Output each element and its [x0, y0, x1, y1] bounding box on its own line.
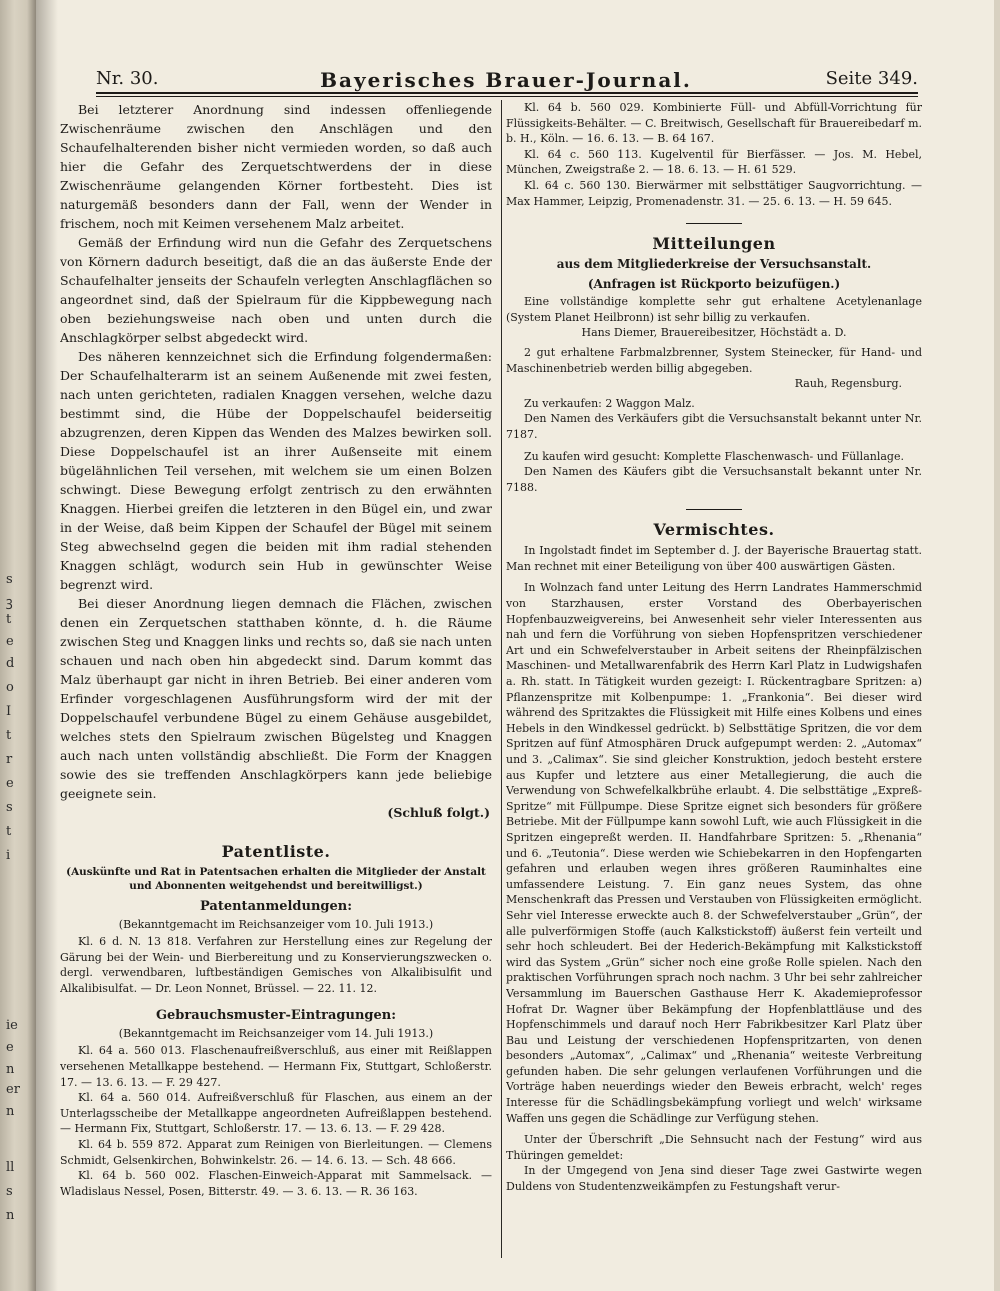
classified-ad: Eine vollständige komplette sehr gut erhaltene Acetylenanlage (System Planet Heilbronn) ist sehr billig zu verkaufen.	[506, 295, 922, 324]
patent-entry: Kl. 64 c. 560 130. Bierwärmer mit selbsttätiger Saugvorrichtung. — Max Hammer, Leipzig, Promenadenstr. 31. — 25. 6. 13. — H. 59 645.	[506, 178, 922, 208]
body-paragraph: Bei letzterer Anordnung sind indessen offenliegende Zwischenräume zwischen den Anschlägen und den Schaufelhalterenden bisher nicht vermieden worden, so daß auch hier die Gefahr des Zerquetschtwerdens der in diese Zwischenräume gelangenden Körner fortbesteht. Dies ist naturgemäß besonders dann der Fall, wenn der Wender in frischem, noch mit Keimen versehenem Malz arbeitet.	[60, 102, 492, 231]
ad-signature: Rauh, Regensburg.	[794, 377, 902, 391]
publication-date-note: (Bekanntgemacht im Reichsanzeiger vom 14. Juli 1913.)	[118, 1027, 434, 1041]
body-paragraph: Gemäß der Erfindung wird nun die Gefahr des Zerquetschens von Körnern dadurch beseitigt, daß die an das äußerste Ende der Schaufelhalter jenseits der Schaufeln verlegten Anschlagflächen so angeordnet sind, daß der Spielraum für die Kippbewegung nach oben beziehungsweise nach oben und unten durch die Anschlagkörper selbst abgedeckt wird.	[60, 235, 492, 345]
binding-char: s	[6, 1184, 13, 1199]
left-column	[60, 100, 492, 1270]
column-divider	[501, 100, 502, 1258]
binding-char: o	[6, 680, 14, 695]
page-edge	[994, 0, 1000, 1291]
classified-ad-note: Den Namen des Käufers gibt die Versuchsanstalt bekannt unter Nr. 7188.	[506, 465, 922, 494]
news-paragraph: In Wolnzach fand unter Leitung des Herrn Landrates Hammerschmid von Starzhausen, erster Vorstand des Oberbayerischen Hopfenbauzweigvereins, bei Anwesenheit sehr vieler Interessenten aus nah und fern die Vorführung von sieben Hopfenspritzen verschiedener Art und ein Schwefelverstauber in Arbeit seitens der Rheinpfälzischen Maschinen- und Metallwarenfabrik des Herrn Karl Platz in Ludwigshafen a. Rh. statt. In Tätigkeit wurden gezeigt: I. Rückentragbare Spritzen: a) Pflanzenspritze mit Kolbenpumpe: 1. „Frankonia“. Bei dieser wird während des Spritzaktes die Flüssigkeit mit Hilfe eines Kolbens und eines Hebels in den Windkessel gedrückt. b) Selbsttätige Spritzen, die vor dem Spritzen auf fünf Atmosphären Druck aufgepumpt werden: 2. „Automax“ und 3. „Calimax“. Sie sind gleicher Konstruktion, jedoch besteht erstere aus Kupfer und letztere aus einer Metallegierung, die auch die Verwendung von Schwefelkalkbrühe erlaubt. 4. Die selbsttätige „Expreß-Spritze“ mit Füllpumpe. Diese Spritze eignet sich besonders für größere Betriebe. Mit der Füllpumpe kann sowohl Luft, wie auch Flüssigkeit in die Spritzen eingepreßt werden. II. Handfahrbare Spritzen: 5. „Rhenania“ und 6. „Teutonia“. Diese werden wie Schiebekarren in den Hopfengarten gefahren und erlauben wegen ihres größeren Rauminhaltes eine umfassendere Leistung. 7. Ein ganz neues System, das ohne Menschenkraft das Pressen und Verstauben von Flüssigkeiten ermöglicht. Sehr viel Interesse erweckte auch 8. der Schwefelverstauber „Grün“, der alle pulverförmigen Stoffe (auch Kalkstickstoff) äußerst fein verteilt und sehr hoch schleudert. Bei der Hederich-Bekämpfung mit Kalkstickstoff wird das System „Grün“ sicher noch eine große Rolle spielen. Nach den praktischen Vorführungen sprach noch nachm. 3 Uhr bei sehr zahlreicher Versammlung im Bauerschen Gasthause Herr K. Akademieprofessor Hofrat Dr. Wagner über Bekämpfung der Hopfenblattläuse und des Hopfenschimmels und darauf noch Herr Fabrikbesitzer Karl Platz über Bau und Leistung der verschiedenen Hopfenspritzarten, von denen besonders „Automax“, „Calimax“ und „Rhenania“ weiteste Verbreitung gefunden haben. Die sehr gelungen verlaufenen Vorführungen und die Vorträge haben neuerdings wieder den Beweis erbracht, welch' reges Interesse für die Schädlingsbekämpfung vorliegt und welch' wirksame Waffen uns gegen die Schädlinge zur Verfügung stehen.	[506, 581, 922, 1125]
binding-char: n	[6, 1062, 15, 1077]
header-rule-thin	[96, 96, 918, 97]
classified-ad: Zu kaufen wird gesucht: Komplette Flaschenwasch- und Füllanlage.	[524, 449, 904, 463]
body-paragraph: Bei dieser Anordnung liegen demnach die Flächen, zwischen denen ein Zerquetschen statthaben könnte, d. h. die Räume zwischen Steg und Knaggen links und rechts so, daß sie nach unten schauen und nach oben hin abgedeckt sind. Darum kommt das Malz überhaupt gar nicht in ihren Betrieb. Bei einer anderen vom Erfinder vorgeschlagenen Ausführungsform wird der mit der Doppelschaufel verbundene Bügel zu einem Gehäuse ausgebildet, welches stets den Spielraum zwischen Bügelsteg und Knaggen auch nach unten vollständig abschließt. Die Form der Knaggen sowie des sie treffenden Anschlagkörpers kann jede beliebige geeignete sein.	[60, 596, 492, 801]
page-number: Seite 349.	[825, 68, 918, 89]
patent-entry: Kl. 64 a. 560 013. Flaschenaufreißverschluß, aus einer mit Reißlappen versehenen Metallkappe bestehend. — Hermann Fix, Stuttgart, Schloßerstr. 17. — 13. 6. 13. — F. 29 427.	[60, 1044, 492, 1089]
binding-char: ꝫ	[6, 595, 13, 610]
section-note: (Anfragen ist Rückporto beizufügen.)	[587, 277, 841, 292]
section-subtitle: aus dem Mitgliederkreise der Versuchsanstalt.	[556, 257, 872, 272]
section-title-vermischtes: Vermischtes.	[653, 520, 775, 540]
news-paragraph: Unter der Überschrift „Die Sehnsucht nach der Festung“ wird aus Thüringen gemeldet:	[506, 1133, 922, 1162]
publication-date-note: (Bekanntgemacht im Reichsanzeiger vom 10. Juli 1913.)	[118, 918, 434, 931]
binding-char: ll	[6, 1160, 15, 1175]
classified-ad: Zu verkaufen: 2 Waggon Malz.	[524, 396, 695, 410]
subsection-title-anmeldungen: Patentanmeldungen:	[199, 899, 353, 914]
binding-char: n	[6, 1208, 15, 1223]
binding-char: e	[6, 634, 14, 649]
continued-note: (Schluß folgt.)	[387, 805, 490, 820]
patent-entry: Kl. 64 b. 560 029. Kombinierte Füll- und Abfüll-Vorrichtung für Flüssigkeits-Behälter. — C. Breitwisch, Gesellschaft für Brauereibedarf m. b. H., Köln. — 16. 6. 13. — B. 64 167.	[506, 101, 922, 146]
separator-rule	[686, 223, 742, 224]
binding-char: t	[6, 612, 12, 627]
section-title-mitteilungen: Mitteilungen	[652, 234, 776, 254]
binding-char: s	[6, 572, 13, 587]
binding-char: s	[6, 800, 13, 815]
right-column	[506, 100, 922, 1270]
patent-entry: Kl. 64 b. 559 872. Apparat zum Reinigen von Bierleitungen. — Clemens Schmidt, Gelsenkirchen, Bohwinkelstr. 26. — 14. 6. 13. — Sch. 48 666.	[60, 1137, 492, 1167]
binding-char: d	[6, 656, 15, 671]
ad-signature: Hans Diemer, Brauereibesitzer, Höchstädt a. D.	[581, 326, 847, 340]
binding-char: e	[6, 1040, 14, 1055]
binding-char: I	[6, 704, 12, 719]
journal-title: Bayerisches Brauer-Journal.	[320, 68, 692, 92]
news-paragraph: In Ingolstadt findet im September d. J. der Bayerische Brauertag statt. Man rechnet mit einer Beteiligung von über 400 auswärtigen Gästen.	[506, 544, 922, 573]
binding-strip	[0, 0, 36, 1291]
gutter-shadow	[36, 0, 58, 1291]
header-rule	[96, 92, 918, 94]
binding-char: i	[6, 848, 11, 863]
issue-number: Nr. 30.	[96, 68, 159, 89]
section-note: (Auskünfte und Rat in Patentsachen erhalten die Mitglieder der Anstalt und Abonnenten weitgehendst und bereitwilligst.)	[66, 866, 486, 892]
body-paragraph: Des näheren kennzeichnet sich die Erfindung folgendermaßen: Der Schaufelhalterarm ist an seinem Außenende mit zwei festen, nach unten gerichteten, radialen Knaggen versehen, welche dazu bestimmt sind, die Hübe der Doppelschaufel beiderseitig abzugrenzen, deren Kippen das Wenden des Malzes bewirken soll. Diese Doppelschaufel ist an ihrer Außenseite mit einem bügelähnlichen Teil versehen, mit welchem sie um einen Bolzen schwingt. Diese Bewegung erfolgt zentrisch zu den erwähnten Knaggen. Hierbei greifen die letzteren in den Bügel ein, und zwar in der Weise, daß beim Kippen der Schaufel der Bügel mit seinem Steg abwechselnd gegen die beiden mit ihm radial stehenden Knaggen schlägt, wodurch sein Hub in gewünschter Weise begrenzt wird.	[60, 349, 492, 592]
binding-char: e	[6, 776, 14, 791]
classified-ad-note: Den Namen des Verkäufers gibt die Versuchsanstalt bekannt unter Nr. 7187.	[506, 412, 922, 441]
patent-entry: Kl. 64 a. 560 014. Aufreißverschluß für Flaschen, aus einem an der Unterlagsscheibe der Metallkappe angeordneten Aufreißlappen bestehend. — Hermann Fix, Stuttgart, Schloßerstr. 17. — 13. 6. 13. — F. 29 428.	[60, 1091, 492, 1136]
running-header	[96, 64, 918, 94]
classified-ad: 2 gut erhaltene Farbmalzbrenner, System Steinecker, für Hand- und Maschinenbetrieb werden billig abgegeben.	[506, 345, 922, 375]
separator-rule	[686, 509, 742, 510]
binding-char: t	[6, 728, 12, 743]
binding-char: t	[6, 824, 12, 839]
binding-char: r	[6, 752, 13, 767]
patent-entry: Kl. 64 c. 560 113. Kugelventil für Bierfässer. — Jos. M. Hebel, München, Zweigstraße 2. — 18. 6. 13. — H. 61 529.	[506, 147, 922, 177]
patent-entry: Kl. 6 d. N. 13 818. Verfahren zur Herstellung eines zur Regelung der Gärung bei der Wein- und Bierbereitung und zu Konservierungszwecken o. dergl. verwendbaren, luftbeständigen Gemisches von Alkalibisulfit und Alkalibisulfat. — Dr. Leon Nonnet, Brüssel. — 22. 11. 12.	[60, 935, 492, 995]
news-paragraph: In der Umgegend von Jena sind dieser Tage zwei Gastwirte wegen Duldens von Studentenzweikämpfen zu Festungshaft verur-	[506, 1164, 922, 1194]
binding-char: ie	[6, 1018, 18, 1033]
subsection-title-gebrauchsmuster: Gebrauchsmuster-Eintragungen:	[155, 1008, 397, 1024]
patent-entry: Kl. 64 b. 560 002. Flaschen-Einweich-Apparat mit Sammelsack. — Wladislaus Nessel, Posen, Bitterstr. 49. — 3. 6. 13. — R. 36 163.	[60, 1169, 492, 1198]
section-title-patentliste: Patentliste.	[221, 842, 331, 861]
binding-char: er	[6, 1082, 20, 1097]
binding-char: n	[6, 1104, 15, 1119]
